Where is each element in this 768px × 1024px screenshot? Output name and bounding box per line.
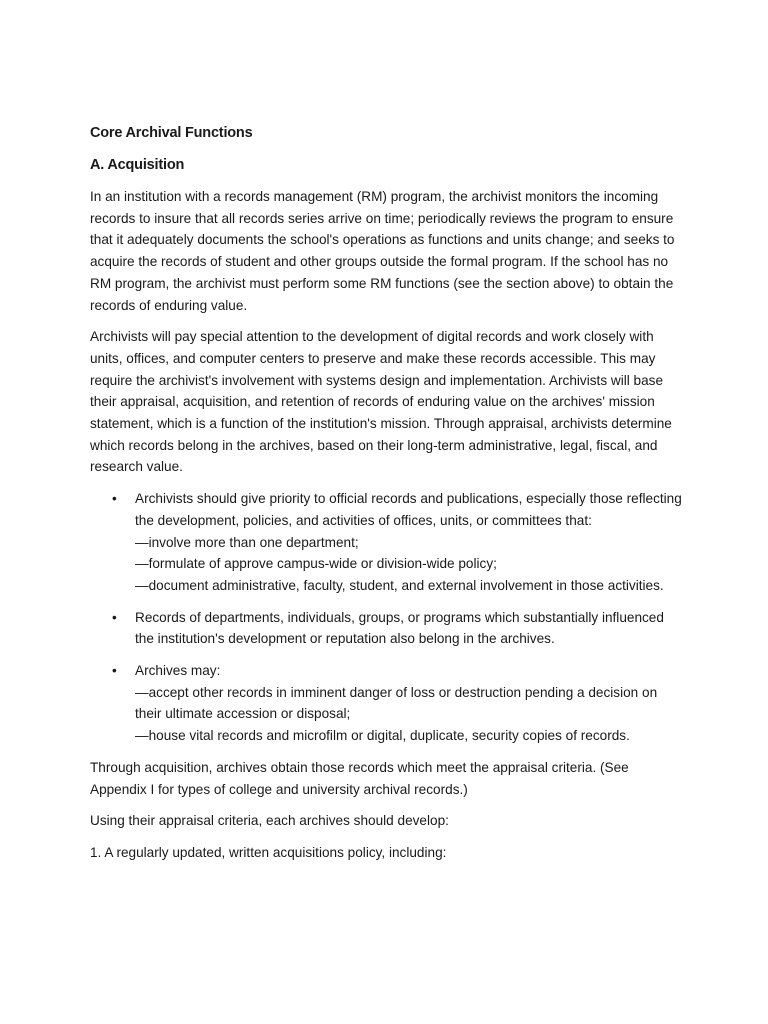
bullet-list (90, 488, 682, 747)
bullet-subitem: —accept other records in imminent danger of loss or destruction pending a decision on their ultimate accession or disposal; (135, 684, 658, 722)
bullet-item-influence (90, 607, 682, 650)
bullet-item-archives-may (90, 660, 682, 747)
bullet-subitem: —involve more than one department; (135, 534, 359, 550)
paragraph-appraisal-criteria: Using their appraisal criteria, each archives should develop: (90, 813, 449, 829)
document-title: Core Archival Functions (90, 125, 253, 141)
document-page (90, 122, 682, 874)
bullet-text: Archivists should give priority to official records and publications, especially those reflecting the development, policies, and activities of offices, units, or committees that: (135, 491, 682, 528)
paragraph-acquisition: Through acquisition, archives obtain those records which meet the appraisal criteria. (See Appendix I for types of college and university archival records.) (90, 759, 629, 797)
paragraph-rm-program: In an institution with a records management (RM) program, the archivist monitors the incoming records to insure that all records series arrive on time; periodically reviews the program to ensure that it adequately documents the school's operations as functions and units change; and seeks to acquire the records of student and other groups outside the formal program. If the school has no RM program, the archivist must perform some RM functions (see the section above) to obtain the records of enduring value. (90, 189, 675, 313)
bullet-icon: • (112, 609, 117, 625)
bullet-item-priority (90, 488, 682, 597)
bullet-subitem: —formulate of approve campus-wide or division-wide policy; (135, 556, 497, 572)
bullet-icon: • (112, 491, 117, 507)
bullet-text: Archives may: (135, 663, 221, 679)
bullet-text: Records of departments, individuals, groups, or programs which substantially influenced the institution's development or reputation also belong in the archives. (135, 609, 664, 647)
paragraph-digital-records: Archivists will pay special attention to the development of digital records and work closely with units, offices, and computer centers to preserve and make these records accessible. This may require the archivist's involvement with systems design and implementation. Archivists will base their appraisal, acquisition, and retention of records of enduring value on the archives' mission statement, which is a function of the institution's mission. Through appraisal, archivists determine which records belong in the archives, based on their long-term administrative, legal, fiscal, and research value. (90, 329, 672, 475)
section-heading: A. Acquisition (90, 157, 185, 173)
bullet-subitem: —document administrative, faculty, student, and external involvement in those activities. (135, 577, 664, 593)
paragraph-acquisitions-policy: 1. A regularly updated, written acquisitions policy, including: (90, 844, 447, 860)
bullet-icon: • (112, 663, 117, 679)
bullet-subitem: —house vital records and microfilm or digital, duplicate, security copies of records. (135, 728, 630, 744)
